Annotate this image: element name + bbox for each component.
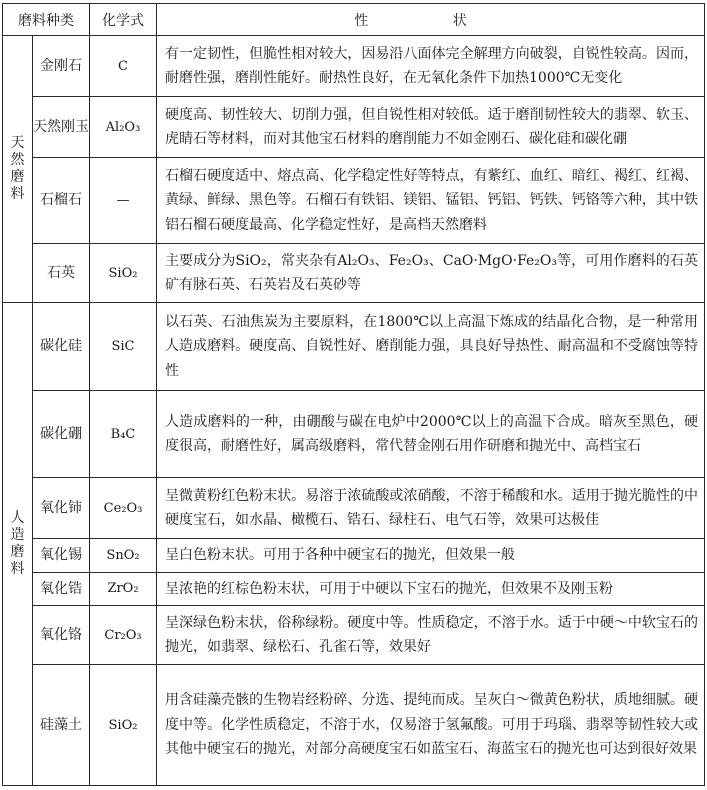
property-description: 有一定韧性，但脆性相对较大，因易沿八面体完全解理方向破裂，自锐性较高。因而，耐磨性强，磨削性能好。耐热性良好，在无氧化条件下加热1000℃无变化 bbox=[157, 36, 705, 97]
table-row bbox=[3, 303, 705, 391]
chemical-formula: Cr₂O₃ bbox=[90, 606, 157, 665]
property-description: 人造成磨料的一种，由硼酸与碳在电炉中2000℃以上的高温下合成。暗灰至黑色，硬度很高，耐磨性好，属高级磨料，常代替金刚石用作研磨和抛光中、高档宝石 bbox=[157, 391, 705, 478]
abrasive-name: 石榴石 bbox=[33, 158, 90, 244]
table-row bbox=[3, 572, 705, 606]
abrasive-name: 氧化锆 bbox=[33, 572, 90, 606]
chemical-formula: Al₂O₃ bbox=[90, 97, 157, 158]
chemical-formula: C bbox=[90, 36, 157, 97]
table-row bbox=[3, 244, 705, 303]
property-description: 呈微黄粉红色粉末状。易溶于浓硫酸或浓硝酸，不溶于稀酸和水。适用于抛光脆性的中硬度宝石，如水晶、橄榄石、锆石、绿柱石、电气石等，效果可达极佳 bbox=[157, 478, 705, 539]
abrasive-name: 金刚石 bbox=[33, 36, 90, 97]
chemical-formula: SiO₂ bbox=[90, 244, 157, 303]
property-description: 主要成分为SiO₂，常夹杂有Al₂O₃、Fe₂O₃、CaO·MgO·Fe₂O₃等，可用作磨料的石英矿有脉石英、石英岩及石英砂等 bbox=[157, 244, 705, 303]
chemical-formula: Ce₂O₃ bbox=[90, 478, 157, 539]
property-description: 呈浓艳的红棕色粉末状，可用于中硬以下宝石的抛光，但效果不及刚玉粉 bbox=[157, 572, 705, 606]
group-natural bbox=[3, 36, 33, 303]
abrasive-name: 碳化硅 bbox=[33, 303, 90, 391]
table-row bbox=[3, 539, 705, 573]
abrasive-name: 氧化铬 bbox=[33, 606, 90, 665]
header-row bbox=[3, 4, 705, 36]
chemical-formula: ZrO₂ bbox=[90, 572, 157, 606]
group-natural-label: 天然磨料 bbox=[10, 135, 25, 202]
abrasive-name: 氧化铈 bbox=[33, 478, 90, 539]
header-category: 磨料种类 bbox=[3, 4, 90, 36]
chemical-formula: — bbox=[90, 158, 157, 244]
header-properties: 性 状 bbox=[157, 4, 705, 36]
abrasive-name: 碳化硼 bbox=[33, 391, 90, 478]
group-artificial bbox=[3, 303, 33, 786]
chemical-formula: SiC bbox=[90, 303, 157, 391]
table-row bbox=[3, 478, 705, 539]
property-description: 呈深绿色粉末状，俗称绿粉。硬度中等。性质稳定，不溶于水。适于中硬～中软宝石的抛光，如翡翠、绿松石、孔雀石等，效果好 bbox=[157, 606, 705, 665]
table-row bbox=[3, 36, 705, 97]
table-row bbox=[3, 665, 705, 786]
abrasives-table bbox=[2, 3, 705, 786]
property-description: 以石英、石油焦炭为主要原料，在1800℃以上高温下炼成的结晶化合物，是一种常用人造成磨料。硬度高、自锐性好、磨削能力强，具良好导热性、耐高温和不受腐蚀等特性 bbox=[157, 303, 705, 391]
abrasive-name: 氧化锡 bbox=[33, 539, 90, 573]
table-row bbox=[3, 606, 705, 665]
abrasive-name: 石英 bbox=[33, 244, 90, 303]
group-artificial-label: 人造磨料 bbox=[10, 510, 25, 577]
property-description: 用含硅藻壳骸的生物岩经粉碎、分选、提纯而成。呈灰白～微黄色粉状，质地细腻。硬度中等。化学性质稳定，不溶于水，仅易溶于氢氟酸。可用于玛瑙、翡翠等韧性较大或其他中硬宝石的抛光，对部分高硬度宝石如蓝宝石、海蓝宝石的抛光也可达到很好效果 bbox=[157, 665, 705, 786]
chemical-formula: B₄C bbox=[90, 391, 157, 478]
table-row bbox=[3, 391, 705, 478]
abrasive-name: 硅藻土 bbox=[33, 665, 90, 786]
chemical-formula: SiO₂ bbox=[90, 665, 157, 786]
property-description: 硬度高、韧性较大、切削力强，但自锐性相对较低。适于磨削韧性较大的翡翠、软玉、虎睛石等材料，而对其他宝石材料的磨削能力不如金刚石、碳化硅和碳化硼 bbox=[157, 97, 705, 158]
property-description: 石榴石硬度适中、熔点高、化学稳定性好等特点，有紫红、血红、暗红、褐红、红褐、黄绿、鲜绿、黑色等。石榴石有铁铝、镁铝、锰铝、钙铝、钙铁、钙铬等六种，其中铁铝石榴石硬度最高、化学稳定性好，是高档天然磨料 bbox=[157, 158, 705, 244]
table-row bbox=[3, 97, 705, 158]
header-formula: 化学式 bbox=[90, 4, 157, 36]
chemical-formula: SnO₂ bbox=[90, 539, 157, 573]
property-description: 呈白色粉末状。可用于各种中硬宝石的抛光，但效果一般 bbox=[157, 539, 705, 573]
abrasive-name: 天然刚玉 bbox=[33, 97, 90, 158]
table-row bbox=[3, 158, 705, 244]
